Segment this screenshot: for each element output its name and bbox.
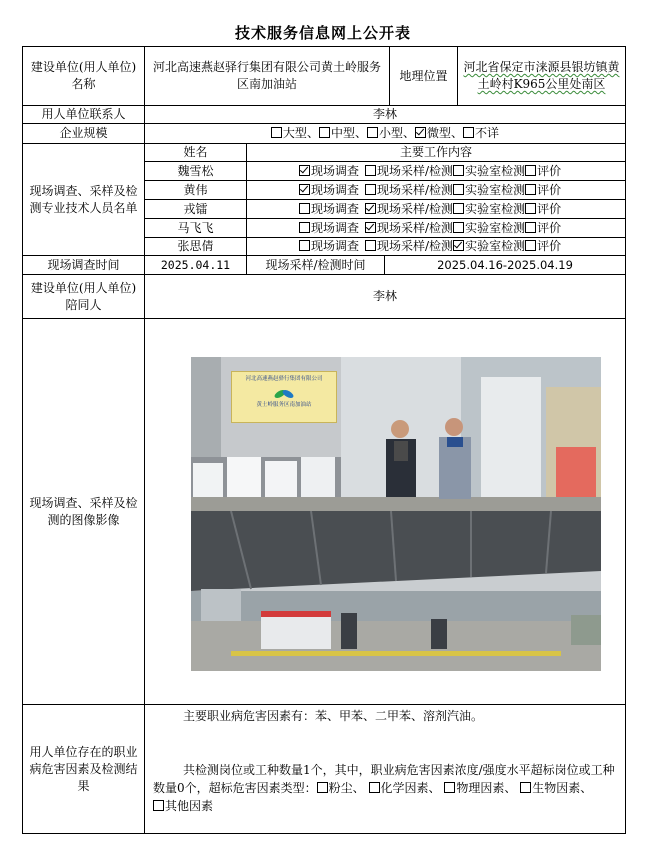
checkbox-icon[interactable] [299, 203, 310, 214]
contact-value: 李林 [145, 106, 625, 124]
staff-name [145, 181, 247, 200]
checkbox-icon[interactable] [367, 127, 378, 138]
checkbox-icon[interactable] [369, 782, 380, 793]
checkbox-icon[interactable] [463, 127, 474, 138]
checkbox-icon[interactable] [453, 222, 464, 233]
task-option [525, 238, 561, 255]
checkbox-icon[interactable] [525, 222, 536, 233]
checkbox-icon[interactable] [453, 184, 464, 195]
staff-name [145, 238, 247, 256]
hazard-type-option [153, 799, 213, 813]
task-label: 评价 [537, 239, 562, 253]
survey-time-label: 现场调查时间 [23, 256, 145, 275]
checkbox-icon[interactable] [453, 165, 464, 176]
task-option [299, 238, 359, 255]
hazard-type-label: 物理因素 [456, 781, 505, 795]
checkbox-icon[interactable] [365, 222, 376, 233]
task-label: 现场采样/检测 [377, 182, 454, 197]
hazard-type-label: 化学因素 [380, 781, 429, 795]
org-label: 建设单位(用人单位)名称 [23, 47, 145, 106]
task-label: 评价 [537, 182, 562, 197]
checkbox-icon[interactable] [453, 203, 464, 214]
scale-option: 中型、 [319, 126, 367, 140]
checkbox-icon[interactable] [365, 240, 376, 251]
task-label: 实验室检测 [465, 163, 526, 178]
task-label: 现场调查 [311, 201, 360, 216]
task-label: 现场采样/检测 [377, 239, 454, 253]
work-header: 主要工作内容 [247, 144, 625, 162]
hazard-type-option: 生物因素、 [520, 781, 592, 795]
task-option [365, 201, 453, 218]
hazard-type-label: 其他因素 [165, 799, 214, 813]
info-table [22, 46, 626, 834]
page-title: 技术服务信息网上公开表 [234, 24, 411, 42]
checkbox-icon[interactable] [299, 165, 310, 176]
checkbox-icon[interactable] [365, 165, 376, 176]
checkbox-icon[interactable] [525, 240, 536, 251]
checkbox-icon[interactable] [319, 127, 330, 138]
escort-value: 李林 [145, 275, 625, 319]
hazards-line-2 [153, 761, 619, 815]
contact-label: 用人单位联系人 [23, 106, 145, 124]
staff-name [145, 162, 247, 181]
task-option [525, 220, 561, 237]
task-option [299, 182, 359, 199]
hazard-type-label: 粉尘 [328, 781, 353, 795]
site-photo-1 [191, 357, 601, 511]
task-option [453, 182, 525, 199]
staff-tasks [247, 181, 625, 200]
hazard-type-option: 物理因素、 [444, 781, 516, 795]
task-label: 现场采样/检测 [377, 201, 454, 216]
location-label: 地理位置 [390, 47, 458, 106]
checkbox-icon[interactable] [153, 800, 164, 811]
escort-label: 建设单位(用人单位)陪同人 [23, 275, 145, 319]
task-label: 现场采样/检测 [377, 163, 454, 178]
scale-option-label: 微型 [427, 126, 452, 140]
task-option [525, 182, 561, 199]
scale-option-label: 小型 [378, 126, 403, 140]
scale-option: 大型、 [271, 126, 319, 140]
survey-time-value: 2025.04.11 [145, 256, 247, 275]
task-option [365, 238, 453, 255]
task-label: 现场调查 [311, 163, 360, 178]
scale-label: 企业规模 [23, 124, 145, 144]
checkbox-icon[interactable] [365, 184, 376, 195]
checkbox-icon[interactable] [415, 127, 426, 138]
task-option [453, 163, 525, 180]
task-option [365, 182, 453, 199]
task-option [453, 220, 525, 237]
hazards-label: 用人单位存在的职业病危害因素及检测结果 [23, 705, 145, 833]
checkbox-icon[interactable] [317, 782, 328, 793]
staff-name-text: 马飞飞 [177, 220, 214, 235]
staff-name-text: 黄伟 [183, 182, 208, 197]
task-option [299, 163, 359, 180]
task-label: 实验室检测 [465, 220, 526, 235]
task-label: 实验室检测 [465, 239, 526, 253]
task-option [525, 201, 561, 218]
scale-option-label: 不详 [475, 126, 500, 140]
sign-line-2: 黄土岭服务区南加油站 [256, 402, 312, 408]
task-label: 实验室检测 [465, 182, 526, 197]
hazard-type-option: 粉尘、 [317, 781, 365, 795]
task-option [299, 201, 359, 218]
staff-name-text: 张思倩 [177, 239, 214, 253]
leaf-logo-icon [273, 385, 295, 399]
task-label: 评价 [537, 220, 562, 235]
sampling-time-value: 2025.04.16-2025.04.19 [385, 256, 625, 275]
images-label: 现场调查、采样及检测的图像影像 [23, 319, 145, 705]
task-label: 现场调查 [311, 239, 360, 253]
task-label: 现场调查 [311, 220, 360, 235]
org-name [145, 47, 390, 106]
staff-name-text: 魏雪松 [177, 163, 214, 178]
site-photo-2 [191, 511, 601, 671]
checkbox-icon[interactable] [299, 184, 310, 195]
checkbox-icon[interactable] [365, 203, 376, 214]
checkbox-icon[interactable] [525, 165, 536, 176]
task-label: 评价 [537, 163, 562, 178]
staff-tasks [247, 200, 625, 219]
sampling-time-label: 现场采样/检测时间 [247, 256, 385, 275]
staff-name [145, 219, 247, 238]
staff-tasks [247, 162, 625, 181]
staff-label: 现场调查、采样及检测专业技术人员名单 [23, 144, 145, 256]
task-label: 评价 [537, 201, 562, 216]
scale-option-label: 大型 [282, 126, 307, 140]
hazard-type-option: 化学因素、 [369, 781, 441, 795]
checkbox-icon[interactable] [453, 240, 464, 251]
task-label: 现场调查 [311, 182, 360, 197]
task-label: 现场采样/检测 [377, 220, 454, 235]
hazard-type-label: 生物因素 [532, 781, 581, 795]
staff-tasks [247, 219, 625, 238]
location-value [458, 47, 625, 106]
scale-options [145, 124, 625, 144]
scale-option: 微型、 [415, 126, 463, 140]
scale-option: 小型、 [367, 126, 415, 140]
staff-name-text: 戎镭 [183, 201, 208, 216]
sign-line-1: 河北高速燕赵驿行集团有限公司 [245, 376, 323, 382]
checkbox-icon[interactable] [299, 240, 310, 251]
scale-option-label: 中型 [330, 126, 355, 140]
staff-tasks [247, 238, 625, 256]
staff-name [145, 200, 247, 219]
checkbox-icon[interactable] [520, 782, 531, 793]
hazards-line-1: 主要职业病危害因素有：苯、甲苯、二甲苯、溶剂汽油。 [183, 709, 484, 723]
task-option [453, 238, 525, 255]
task-option [525, 163, 561, 180]
location-text: 河北省保定市涞源县银坊镇黄土岭村K965公里处南区 [463, 60, 620, 91]
checkbox-icon[interactable] [444, 782, 455, 793]
task-option [299, 220, 359, 237]
org-name-text: 河北高速燕赵驿行集团有限公司黄土岭服务区南加油站 [152, 60, 381, 91]
scale-option [463, 126, 499, 140]
checkbox-icon[interactable] [525, 184, 536, 195]
hazards-line-2-text: 共检测岗位或工种数量1个，其中，职业病危害因素浓度/强度水平超标岗位或工种数量0个，超标危害因素类型： [153, 763, 615, 795]
task-option [365, 163, 453, 180]
checkbox-icon[interactable] [525, 203, 536, 214]
checkbox-icon[interactable] [299, 222, 310, 233]
task-option [365, 220, 453, 237]
task-label: 实验室检测 [465, 201, 526, 216]
task-option [453, 201, 525, 218]
checkbox-icon[interactable] [271, 127, 282, 138]
name-header: 姓名 [145, 144, 247, 162]
